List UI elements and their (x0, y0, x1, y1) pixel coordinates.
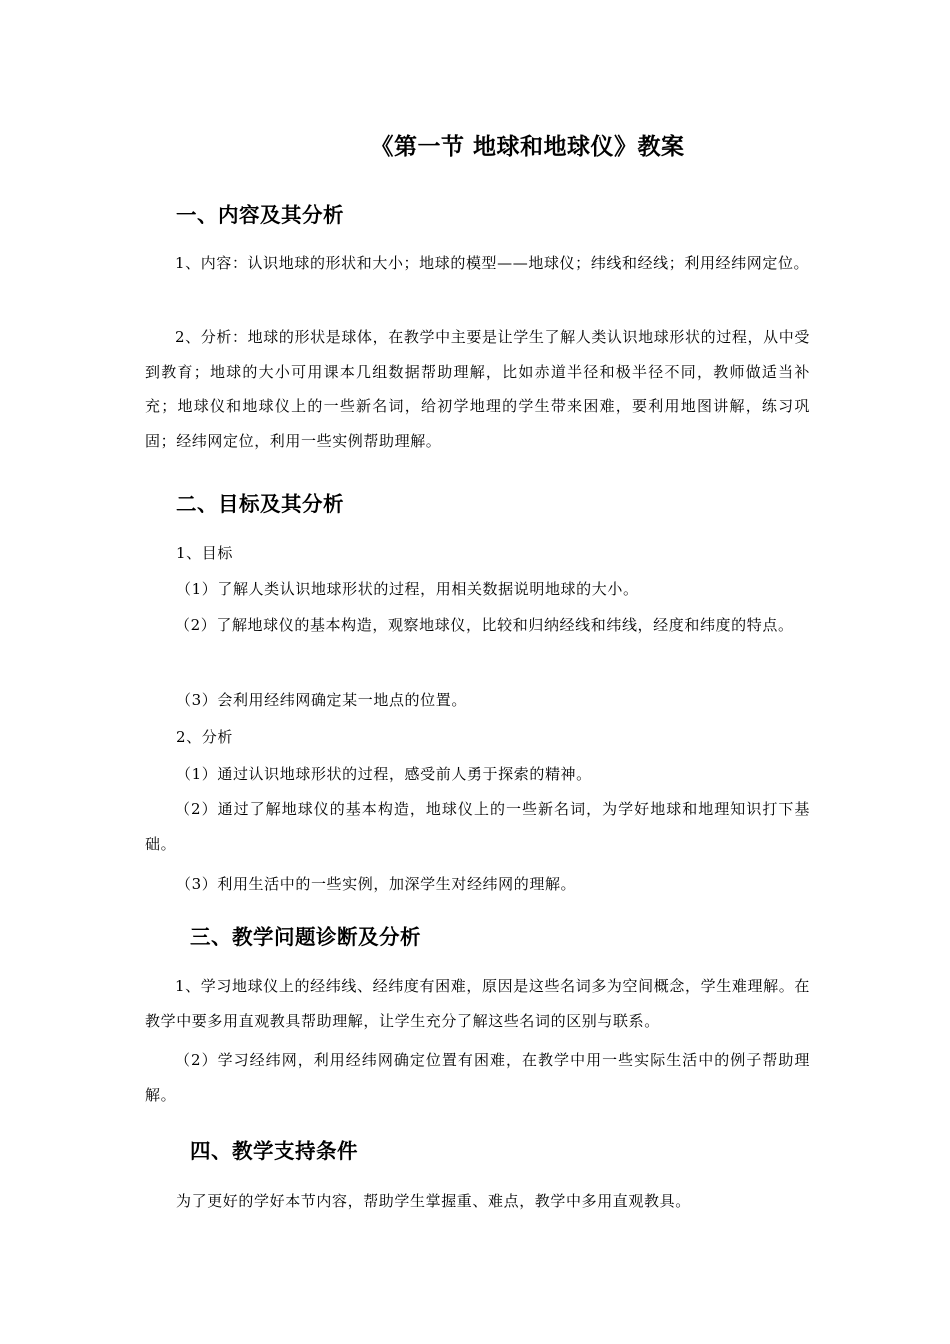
paragraph-problem-2: （2）学习经纬网，利用经纬网确定位置有困难，在教学中用一些实际生活中的例子帮助理解。 (145, 1051, 810, 1104)
paragraph-analysis: 2、分析：地球的形状是球体，在教学中主要是让学生了解人类认识地球形状的过程，从中受到教育；地球的大小可用课本几组数据帮助理解，比如赤道半径和极半径不同，教师做适当补充；地球仪和地球仪上的一些新名词，给初学地理的学生带来困难，要利用地图讲解，练习巩固；经纬网定位，利用一些实例帮助理解。 (145, 328, 810, 450)
goal-item-2: （2）了解地球仪的基本构造，观察地球仪，比较和归纳经线和纬线，经度和纬度的特点。 (175, 616, 794, 634)
analysis-label: 2、分析 (176, 728, 233, 746)
analysis-item-1: （1）通过认识地球形状的过程，感受前人勇于探索的精神。 (176, 765, 592, 783)
paragraph-support: 为了更好的学好本节内容，帮助学生掌握重、难点，教学中多用直观教具。 (176, 1192, 691, 1210)
section-heading-content-analysis: 一、内容及其分析 (176, 203, 344, 227)
section-heading-problem-diagnosis: 三、教学问题诊断及分析 (190, 925, 421, 949)
paragraph-content: 1、内容：认识地球的形状和大小；地球的模型——地球仪；纬线和经线；利用经纬网定位。 (175, 254, 810, 272)
document-title: 《第一节 地球和地球仪》教案 (370, 133, 685, 160)
goal-item-3: （3）会利用经纬网确定某一地点的位置。 (176, 691, 467, 709)
goals-label: 1、目标 (176, 544, 233, 562)
analysis-item-3: （3）利用生活中的一些实例，加深学生对经纬网的理解。 (176, 875, 577, 893)
paragraph-problem-1: 1、学习地球仪上的经纬线、经纬度有困难，原因是这些名词多为空间概念，学生难理解。在教学中要多用直观教具帮助理解，让学生充分了解这些名词的区别与联系。 (145, 977, 810, 1030)
section-heading-teaching-support: 四、教学支持条件 (190, 1139, 358, 1163)
goal-item-1: （1）了解人类认识地球形状的过程，用相关数据说明地球的大小。 (176, 580, 639, 598)
analysis-item-2: （2）通过了解地球仪的基本构造，地球仪上的一些新名词，为学好地球和地理知识打下基础。 (145, 800, 810, 853)
section-heading-goals-analysis: 二、目标及其分析 (176, 492, 344, 516)
